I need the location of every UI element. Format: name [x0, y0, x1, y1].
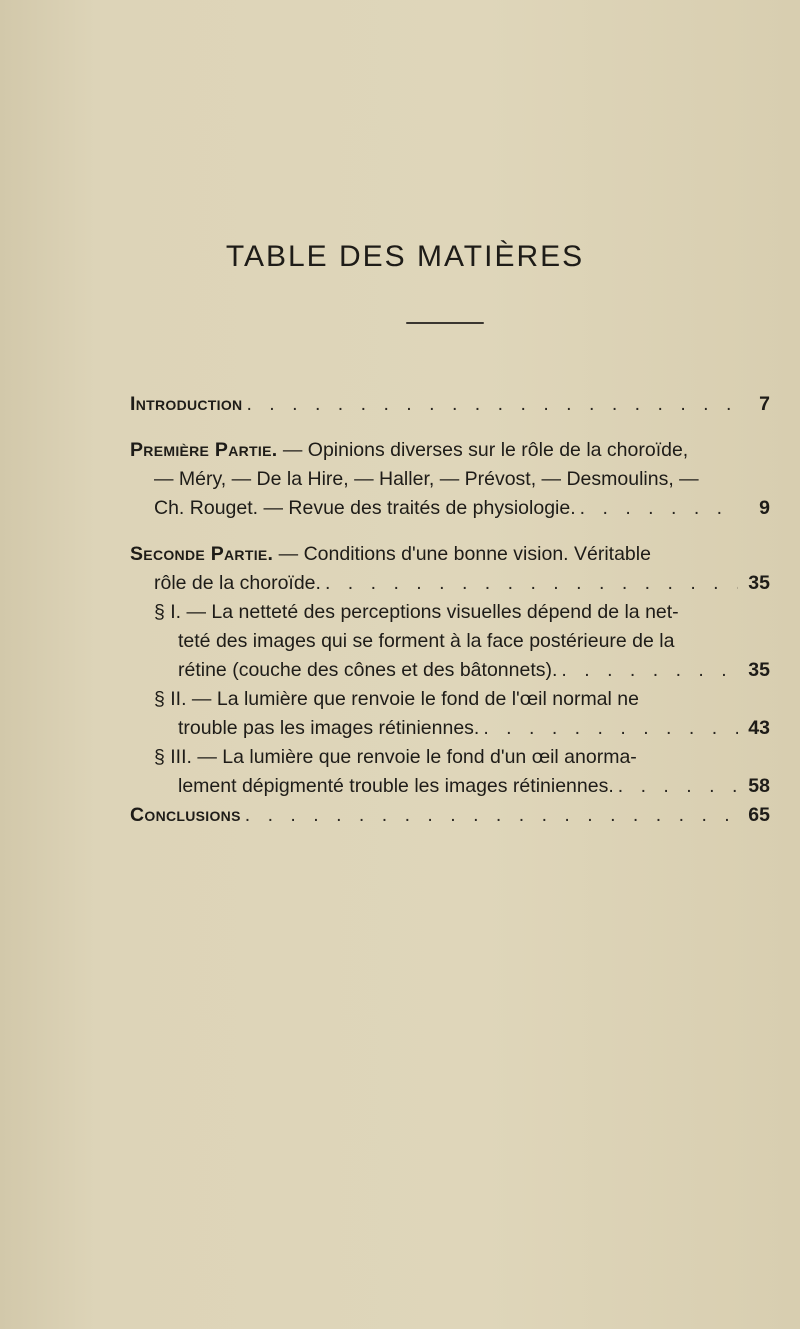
toc-entry-premiere-partie[interactable]: [130, 436, 770, 523]
toc-entry-conclusions[interactable]: [130, 801, 770, 830]
toc-page-number: 35: [748, 659, 770, 681]
toc-page-number: 7: [759, 393, 770, 415]
toc-label: Seconde Partie.: [130, 543, 274, 565]
dot-leader: [241, 801, 738, 830]
toc-entry-introduction[interactable]: [130, 390, 770, 419]
title-rule: [406, 322, 484, 324]
toc-entry-section-1[interactable]: [130, 598, 770, 685]
toc-text: teté des images qui se forment à la face postérieure de la: [178, 630, 675, 652]
toc-page-number: 35: [748, 572, 770, 594]
toc-entry-seconde-partie[interactable]: [130, 540, 770, 598]
toc-text: § III. — La lumière que renvoie le fond d'un œil anorma-: [154, 746, 637, 768]
toc-page-number: 58: [748, 775, 770, 797]
toc-text: — Opinions diverses sur le rôle de la choroïde,: [277, 439, 689, 461]
toc-label: Conclusions: [130, 804, 241, 826]
toc-entry-section-2[interactable]: [130, 685, 770, 743]
dot-leader: [242, 390, 738, 419]
toc-text: rôle de la choroïde.: [154, 572, 321, 594]
dot-leader: [479, 714, 738, 743]
dot-leader: [321, 569, 738, 598]
toc-label: Introduction: [130, 393, 243, 415]
toc-text: trouble pas les images rétiniennes.: [178, 717, 480, 739]
toc-page-number: 65: [748, 804, 770, 826]
toc-text: § II. — La lumière que renvoie le fond de l'œil normal ne: [154, 688, 639, 710]
toc-page-number: 43: [748, 717, 770, 739]
page-title: TABLE DES MATIÈRES: [225, 240, 585, 273]
table-of-contents: [130, 390, 770, 830]
toc-entry-section-3[interactable]: [130, 743, 770, 801]
toc-text: Ch. Rouget. — Revue des traités de physiologie.: [154, 497, 576, 519]
toc-text: rétine (couche des cônes et des bâtonnets).: [178, 659, 558, 681]
dot-leader: [614, 772, 738, 801]
toc-page-number: 9: [759, 497, 770, 519]
toc-text: — Méry, — De la Hire, — Haller, — Prévost, — Desmoulins, —: [154, 468, 699, 490]
dot-leader: [576, 494, 738, 523]
dot-leader: [557, 656, 738, 685]
toc-text: lement dépigmenté trouble les images rétiniennes.: [178, 775, 614, 797]
toc-text: — Conditions d'une bonne vision. Véritable: [273, 543, 651, 565]
toc-text: § I. — La netteté des perceptions visuelles dépend de la net-: [154, 601, 679, 623]
toc-label: Première Partie.: [130, 439, 278, 461]
